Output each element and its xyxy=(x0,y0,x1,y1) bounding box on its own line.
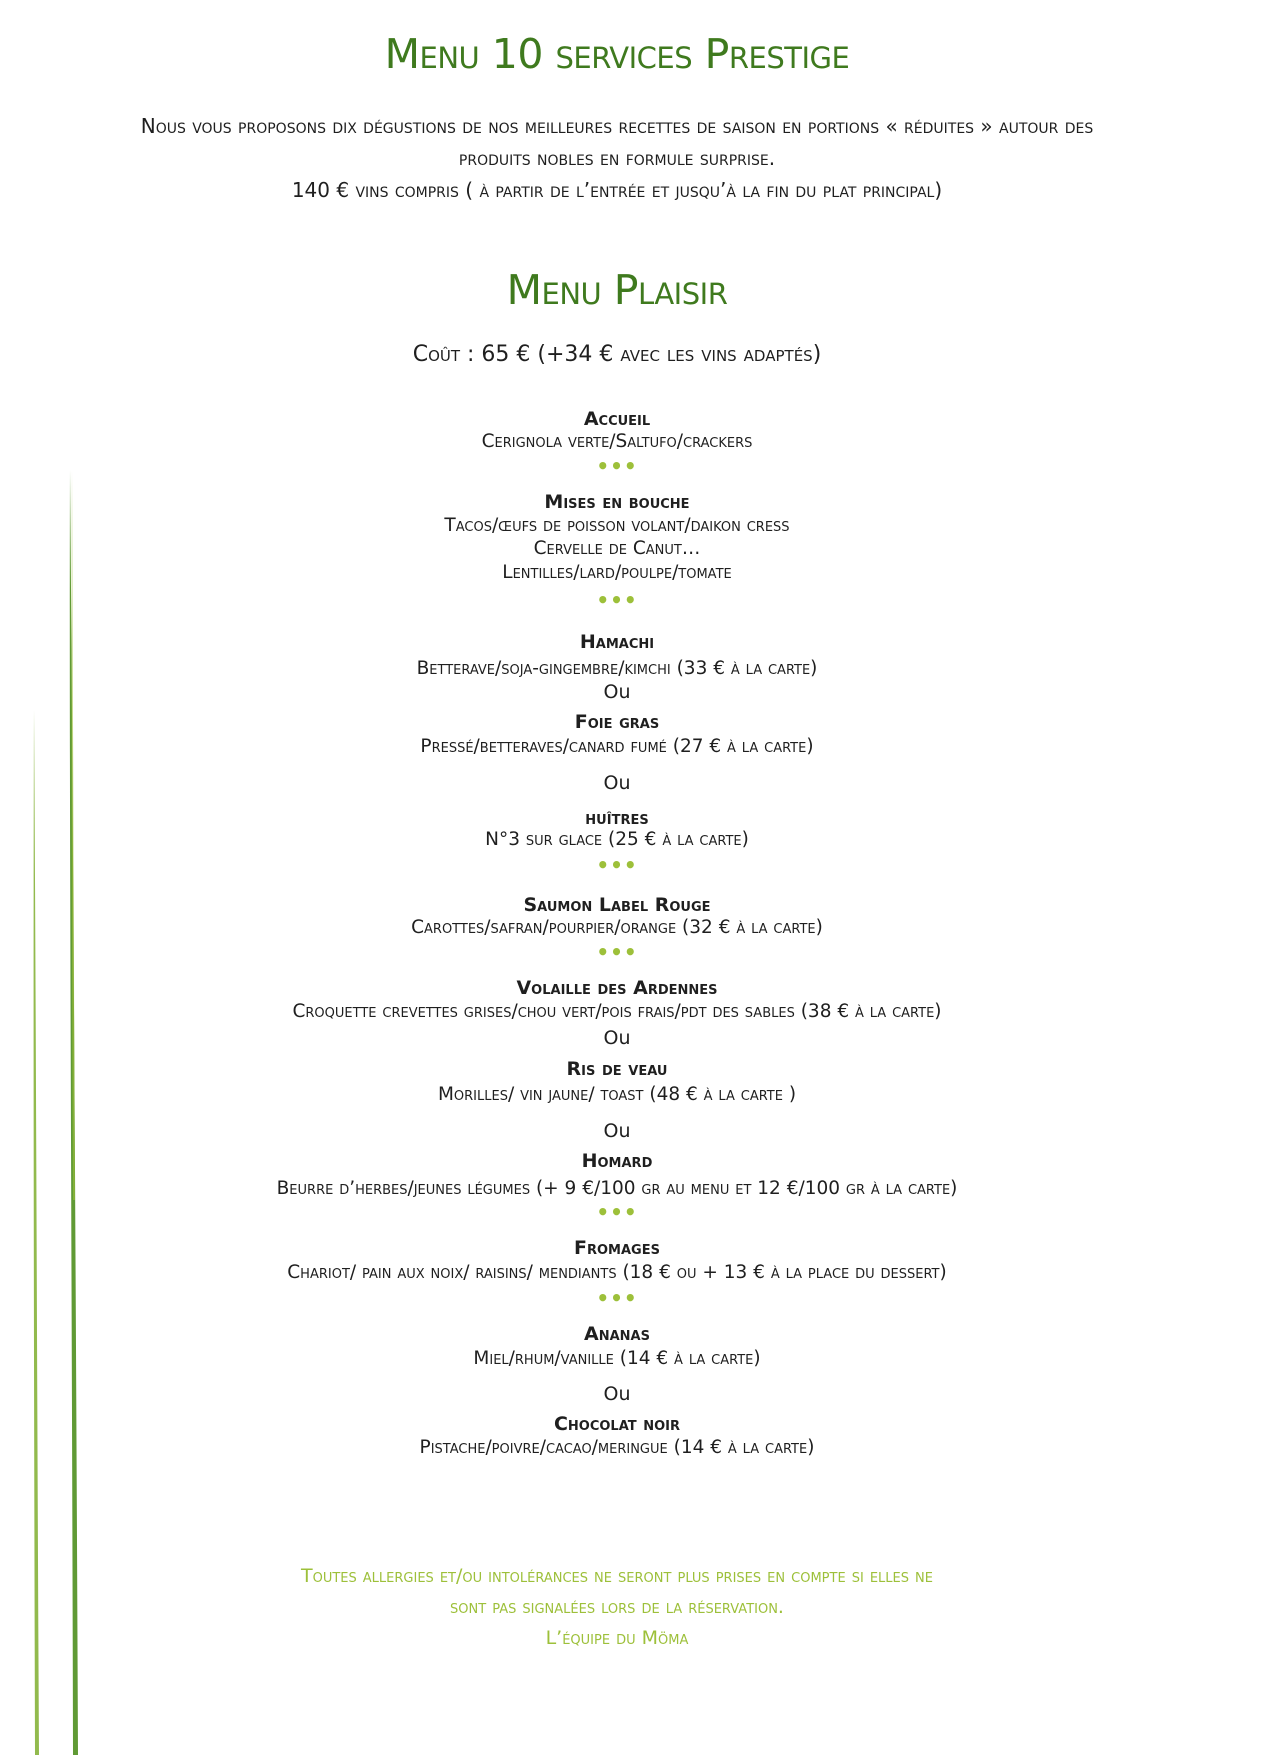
section-title-foie-gras: Foie gras xyxy=(574,711,660,733)
dish-line: Chariot/ pain aux noix/ raisins/ mendiants (18 € ou + 13 € à la place du dessert) xyxy=(287,1262,947,1283)
or-label: Ou xyxy=(603,1027,631,1049)
dish-line: Carottes/safran/pourpier/orange (32 € à la carte) xyxy=(411,917,823,938)
prestige-intro-line3: 140 € vins compris ( à partir de l’entrée et jusqu’à la fin du plat principal) xyxy=(291,178,943,202)
team-signature: L’équipe du Möma xyxy=(545,1627,689,1649)
section-title-homard: Homard xyxy=(581,1150,653,1172)
dish-line: Lentilles/lard/poulpe/tomate xyxy=(502,562,732,583)
dish-line: Pistache/poivre/cacao/meringue (14 € à la carte) xyxy=(419,1437,815,1458)
section-title-chocolat-noir: Chocolat noir xyxy=(553,1413,681,1435)
plaisir-title: Menu Plaisir xyxy=(506,266,728,314)
section-title-ananas: Ananas xyxy=(584,1323,650,1345)
allergy-notice-line1: Toutes allergies et/ou intolérances ne seront plus prises en compte si elles ne xyxy=(300,1565,933,1587)
separator-dots: ••• xyxy=(596,1200,638,1224)
section-title-mises-en-bouche: Mises en bouche xyxy=(544,491,690,513)
dish-line: N°3 sur glace (25 € à la carte) xyxy=(485,829,749,850)
dish-line: Croquette crevettes grises/chou vert/pois frais/pdt des sables (38 € à la carte) xyxy=(292,1001,942,1022)
allergy-notice-line2: sont pas signalées lors de la réservation. xyxy=(450,1596,784,1618)
separator-dots: ••• xyxy=(596,853,638,877)
or-label: Ou xyxy=(603,1383,631,1405)
section-title-hamachi: Hamachi xyxy=(579,631,655,653)
separator-dots: ••• xyxy=(596,454,638,478)
separator-dots: ••• xyxy=(596,940,638,964)
plaisir-price: Coût : 65 € (+34 € avec les vins adaptés) xyxy=(412,342,822,367)
section-title-fromages: Fromages xyxy=(574,1237,660,1259)
dish-line: Miel/rhum/vanille (14 € à la carte) xyxy=(473,1348,761,1369)
separator-dots: ••• xyxy=(596,588,638,612)
section-title-saumon: Saumon Label Rouge xyxy=(523,894,711,916)
prestige-intro-line2: produits nobles en formule surprise. xyxy=(458,146,776,170)
or-label: Ou xyxy=(603,1120,631,1142)
prestige-intro-line1: Nous vous proposons dix dégustions de nos meilleures recettes de saison en portions « réduites » autour des xyxy=(140,114,1094,138)
section-title-accueil: Accueil xyxy=(583,408,651,430)
dish-line: Tacos/œufs de poisson volant/daikon cress xyxy=(444,515,790,536)
section-title-volaille: Volaille des Ardennes xyxy=(516,977,718,999)
dish-line: Morilles/ vin jaune/ toast (48 € à la carte ) xyxy=(437,1084,797,1105)
prestige-title: Menu 10 services Prestige xyxy=(384,30,850,78)
dish-line: Beurre d’herbes/jeunes légumes (+ 9 €/100 gr au menu et 12 €/100 gr à la carte) xyxy=(276,1178,958,1199)
dish-line: Pressé/betteraves/canard fumé (27 € à la carte) xyxy=(420,736,814,757)
section-title-ris-de-veau: Ris de veau xyxy=(566,1058,668,1080)
dish-line: Cerignola verte/Saltufo/crackers xyxy=(481,431,753,452)
dish-line: Betterave/soja-gingembre/kimchi (33 € à la carte) xyxy=(416,658,818,679)
section-title-huitres: huîtres xyxy=(585,807,649,829)
or-label: Ou xyxy=(603,681,631,703)
separator-dots: ••• xyxy=(596,1286,638,1310)
dish-line: Cervelle de Canut… xyxy=(533,538,701,559)
or-label: Ou xyxy=(603,772,631,794)
